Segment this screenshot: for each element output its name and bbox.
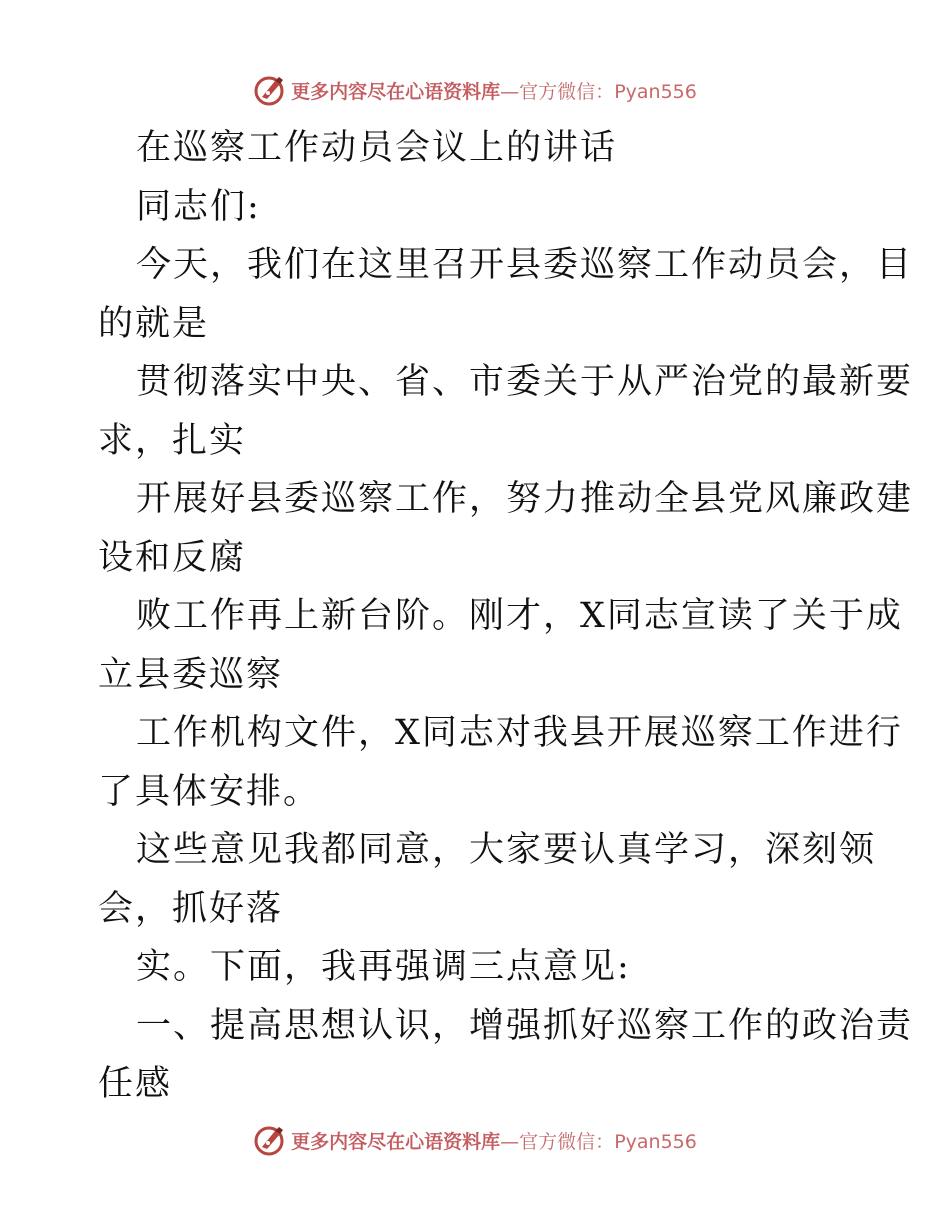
header-watermark <box>0 70 950 110</box>
header-watermark-text <box>291 77 697 104</box>
text-line: 今天，我们在这里召开县委巡察工作动员会，目 <box>136 245 914 285</box>
text-line: 求，扎实 <box>98 420 247 461</box>
fountain-pen-logo-icon <box>253 73 287 107</box>
text-line: 这些意见我都同意，大家要认真学习，深刻领 <box>136 830 877 870</box>
text-line: 的就是 <box>98 303 210 344</box>
text-line: 了具体安排。 <box>98 771 321 812</box>
footer-watermark-id: Pyan556 <box>614 1130 697 1153</box>
footer-watermark-text <box>291 1127 697 1154</box>
text-line: 工作机构文件，X同志对我县开展巡察工作进行 <box>136 713 903 753</box>
header-watermark-id: Pyan556 <box>614 80 697 103</box>
text-line: 开展好县委巡察工作，努力推动全县党风廉政建 <box>136 479 914 519</box>
header-watermark-main: 更多内容尽在心语资料库 <box>291 80 501 103</box>
text-line: 任感 <box>98 1064 173 1104</box>
text-line: 在巡察工作动员会议上的讲话 <box>136 128 618 168</box>
text-line: 一、提高思想认识，增强抓好巡察工作的政治责 <box>136 1005 914 1046</box>
text-line: 败工作再上新台阶。刚才，X同志宣读了关于成 <box>136 596 903 636</box>
document-body <box>98 119 914 1114</box>
text-line: 实。下面，我再强调三点意见: <box>136 947 631 987</box>
header-watermark-wechat: 官方微信： <box>519 80 615 103</box>
footer-watermark-main: 更多内容尽在心语资料库 <box>291 1130 501 1153</box>
footer-watermark-wechat: 官方微信： <box>519 1130 615 1153</box>
text-line: 同志们: <box>136 186 261 227</box>
fountain-pen-logo-icon <box>253 1123 287 1157</box>
text-line: 会，抓好落 <box>98 888 284 929</box>
text-line: 贯彻落实中央、省、市委关于从严治党的最新要 <box>136 362 914 402</box>
footer-watermark <box>0 1120 950 1160</box>
footer-watermark-dash: — <box>500 1130 520 1153</box>
text-line: 设和反腐 <box>98 537 247 578</box>
text-line: 立县委巡察 <box>98 654 284 695</box>
header-watermark-dash: — <box>500 80 520 103</box>
